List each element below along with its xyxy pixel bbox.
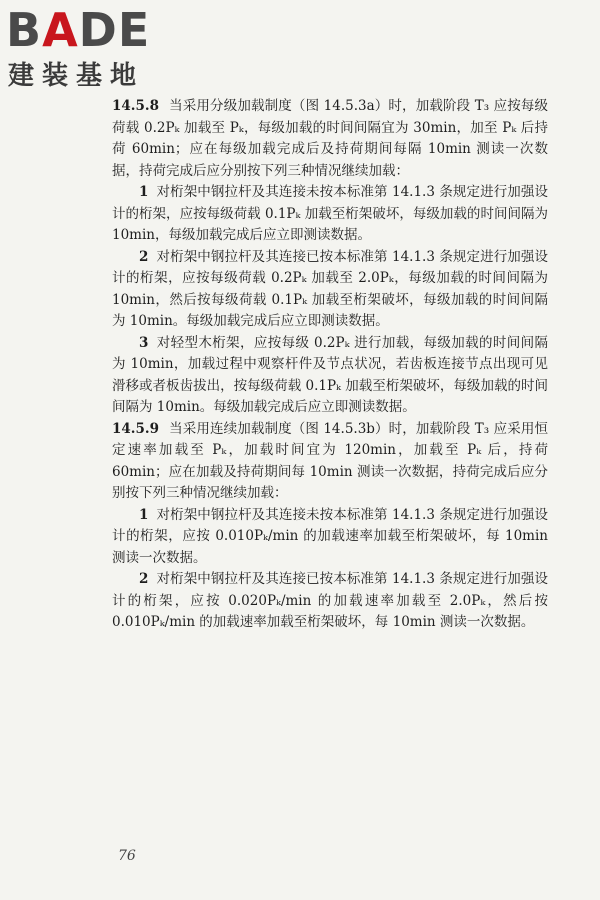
clause-paragraph <box>112 96 548 182</box>
brand-logo <box>6 4 181 96</box>
list-item <box>112 247 548 333</box>
item-number: 1 <box>139 506 149 523</box>
list-item <box>112 505 548 570</box>
clause-text: 当采用连续加载制度（图 14.5.3b）时，加载阶段 T₃ 应采用恒定速率加载至 Pₖ，加载时间宜为 120min，加载至 Pₖ 后，持荷 60min；应在加载及持荷期间每 10min 测读一次数据，持荷完成后应分别按下列三种情况继续加载： <box>112 420 548 501</box>
logo-letter-d: D <box>78 3 118 57</box>
clause-paragraph <box>112 419 548 505</box>
logo-letter-a: A <box>42 3 79 57</box>
list-item <box>112 333 548 419</box>
item-text: 对桁架中钢拉杆及其连接已按本标准第 14.1.3 条规定进行加强设计的桁架，应按 0.020Pₖ/min 的加载速率加载至 2.0Pₖ，然后按 0.010Pₖ/min 的加载速率加载至桁架破坏，每 10min 测读一次数据。 <box>112 571 548 630</box>
list-item <box>112 569 548 634</box>
document-body <box>112 96 548 634</box>
logo-letter-e: E <box>117 3 151 57</box>
page-number: 76 <box>118 848 136 864</box>
clause-text: 当采用分级加载制度（图 14.5.3a）时，加载阶段 T₃ 应按每级荷载 0.2Pₖ 加载至 Pₖ，每级加载的时间间隔宜为 30min，加至 Pₖ 后持荷 60min；应在每级加载完成后及持荷期间每隔 10min 测读一次数据，持荷完成后应分别按下列三种情况继续加载： <box>112 98 548 179</box>
logo-wordmark <box>6 4 150 56</box>
clause-number: 14.5.9 <box>112 420 159 437</box>
item-number: 3 <box>139 334 149 351</box>
item-text: 对桁架中钢拉杆及其连接未按本标准第 14.1.3 条规定进行加强设计的桁架，应按每级荷载 0.1Pₖ 加载至桁架破坏，每级加载的时间间隔为 10min，每级加载完成后应立即测读数据。 <box>112 184 548 243</box>
clause-number: 14.5.8 <box>112 98 159 114</box>
logo-tagline: 建装基地 <box>8 61 145 91</box>
item-number: 2 <box>139 248 149 265</box>
item-text: 对桁架中钢拉杆及其连接未按本标准第 14.1.3 条规定进行加强设计的桁架，应按 0.010Pₖ/min 的加载速率加载至桁架破坏，每 10min 测读一次数据。 <box>112 506 548 566</box>
item-text: 对桁架中钢拉杆及其连接已按本标准第 14.1.3 条规定进行加强设计的桁架，应按每级荷载 0.2Pₖ 加载至 2.0Pₖ，每级加载的时间间隔为 10min，然后按每级荷载 0.1Pₖ 加载至桁架破坏，每级加载的时间间隔为 10min。每级加载完成后应立即测读数据。 <box>112 248 548 329</box>
item-text: 对轻型木桁架，应按每级 0.2Pₖ 进行加载，每级加载的时间间隔为 10min，加载过程中观察杆件及节点状况，若齿板连接节点出现可见滑移或者板齿拔出，按每级荷载 0.1Pₖ 加载至桁架破坏，每级加载的时间间隔为 10min。每级加载完成后应立即测读数据。 <box>112 334 548 415</box>
item-number: 1 <box>139 184 149 200</box>
item-number: 2 <box>139 571 149 587</box>
list-item <box>112 182 548 247</box>
logo-letter-b: B <box>6 3 43 57</box>
